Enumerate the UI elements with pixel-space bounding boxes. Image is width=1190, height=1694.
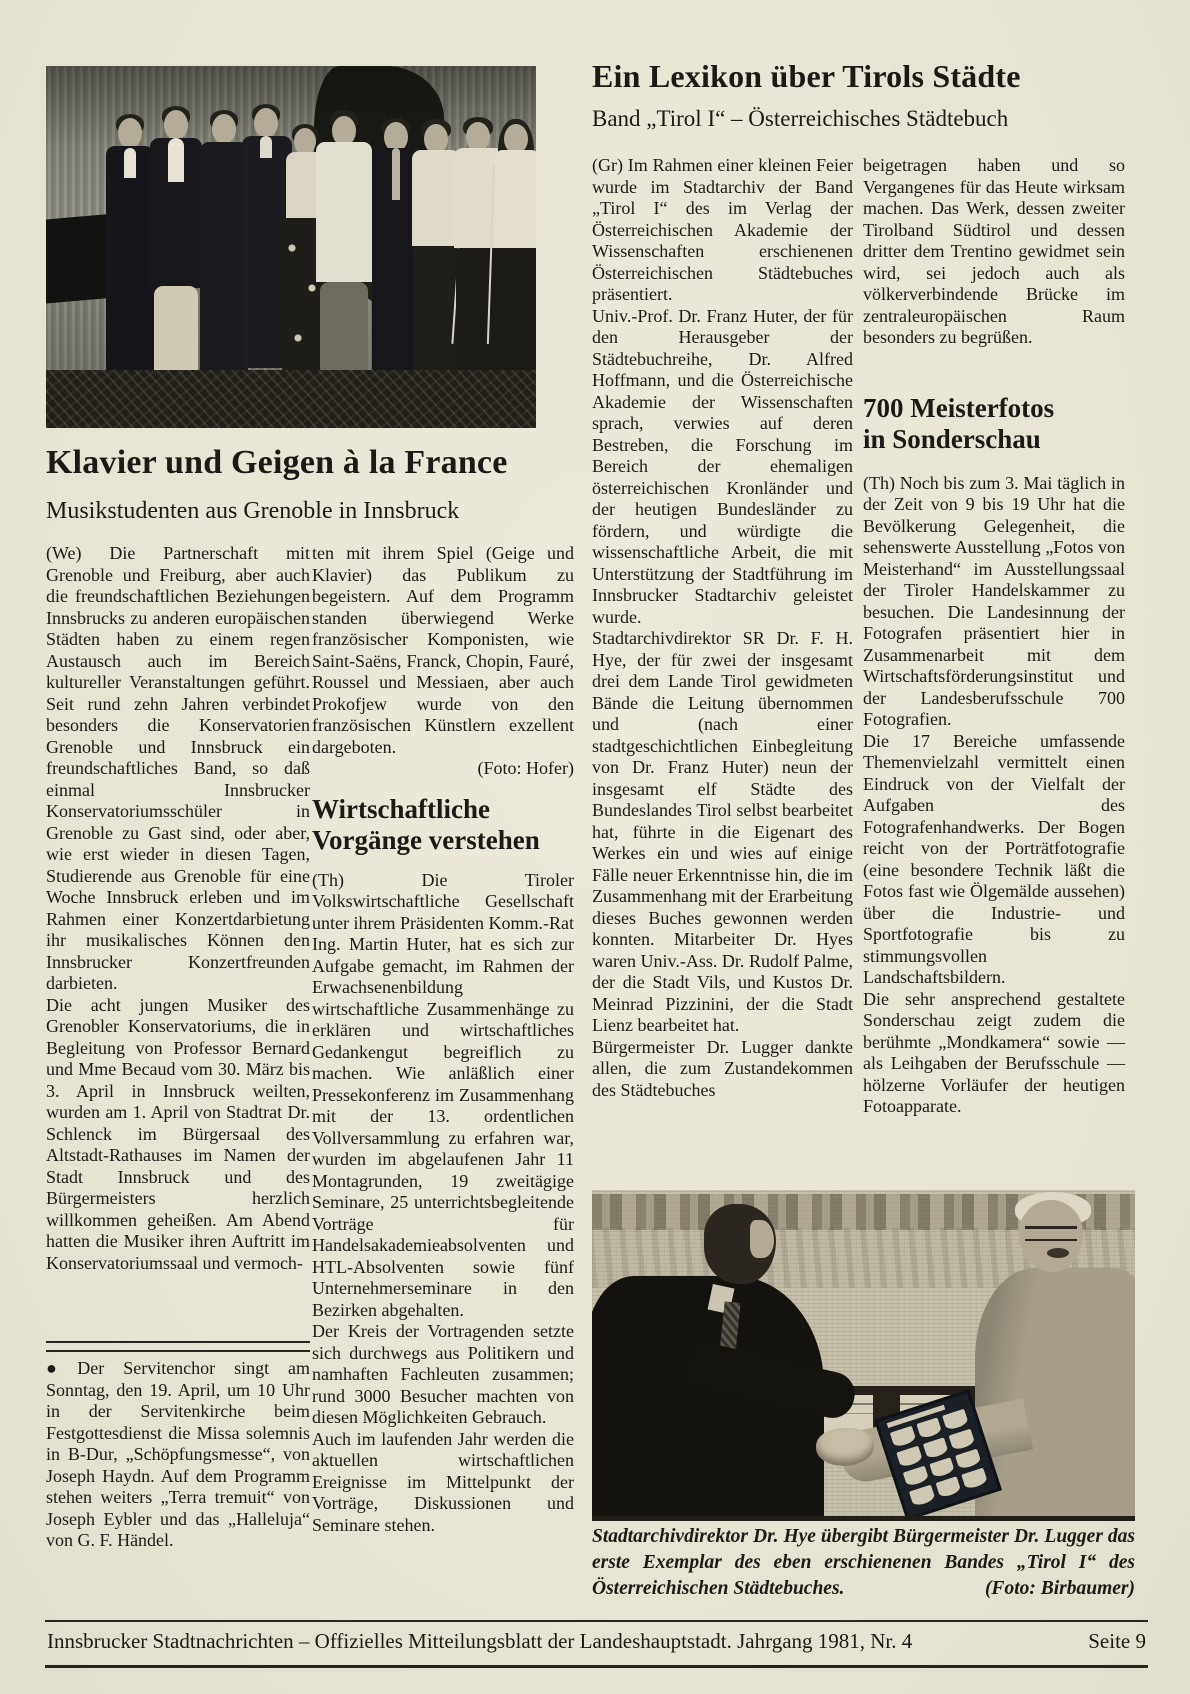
paragraph: (Th) Noch bis zum 3. Mai täglich in der Zeit von 9 bis 19 Uhr hat die Bevölkerung Gelegenheit, die sehenswerte Ausstellung „Fotos von Meisterhand“ im Ausstellungssaal der Tiroler Handelskammer zu besuchen. Die Landesinnung der Fotografen präsentiert hier in Zusammenarbeit mit dem Wirtschaftsförderungsinstitut und der Landesberufsschule 700 Fotografien. — [863, 472, 1125, 729]
crest — [929, 1457, 955, 1479]
glasses-icon — [1025, 1226, 1077, 1241]
photo-credit-hofer: (Foto: Hofer) — [477, 758, 574, 778]
paragraph: Bürgermeister Dr. Lugger dankte allen, die zum Zustandekommen des Städtebuches — [592, 1036, 853, 1100]
person-body — [106, 146, 154, 374]
crest — [890, 1426, 916, 1448]
servitenchor-notice — [46, 1358, 310, 1552]
crest — [955, 1448, 981, 1470]
section-title-line2: Vorgänge verstehen — [312, 824, 540, 855]
double-rule-separator — [46, 1341, 310, 1352]
crest — [916, 1417, 942, 1439]
paragraph: beigetragen haben und so Vergangenes für das Heute wirksam machen. Das Werk, dessen zweiter Tirolband Südtirol und dessen dritter dem Trentino gewidmet sein wird, sei jedoch auch als völkerverbindende Brücke im zentraleuropäischen Raum besonders zu begrüßen. — [863, 155, 1125, 347]
section-title-line2: in Sonderschau — [863, 423, 1041, 454]
article-subtitle-klavier: Musikstudenten aus Grenoble in Innsbruck — [46, 498, 460, 524]
dr-lugger-jacket — [975, 1268, 1135, 1516]
musicians-group-photo — [46, 66, 536, 428]
crest — [909, 1485, 935, 1507]
person-shirt — [260, 136, 272, 158]
person-head — [118, 118, 142, 148]
photo-caption — [592, 1524, 1135, 1602]
paragraph: Stadtarchivdirektor SR Dr. F. H. Hye, der für zwei der insgesamt drei dem Lande Tirol gewidmeten Bände die Leitung übernommen und (nach einer stadtgeschichtlichen Einbegleitung von Dr. Franz Huter) neun der insgesamt elf Städte des Bundeslandes Tirol selbst bearbeitet hat, führte in die Eigenart des Werkes ein und wies auf einige Fälle neuer Erkenntnisse hin, die im Zusammenhang mit der Erarbeitung dieses Buches gewonnen werden konnten. Mitarbeiter Dr. Hyes waren Univ.-Ass. Dr. Rudolf Palme, der die Stadt Vils, und Kustos Dr. Meinrad Pizzinini, der die Stadt Lienz bearbeitet hat. — [592, 628, 853, 1035]
footer-page-number: Seite 9 — [1088, 1629, 1146, 1653]
crest — [949, 1428, 975, 1450]
stage-floor — [46, 370, 536, 428]
person-head — [254, 108, 278, 138]
paragraph: Die 17 Bereiche umfassende Themenvielzahl vermittelt einen Eindruck von der Vielfalt der Aufgaben des Fotografenhandwerks. Der Bogen reicht von der Porträtfotografie (eine besondere Technik läßt die Fotos fast wie Ölgemälde aussehen) über die Industrie- und Sportfotografie bis zu stimmungsvollen Landschaftsbildern. — [863, 730, 1125, 987]
footer-rule-bottom — [45, 1665, 1148, 1668]
person-tie — [392, 148, 400, 200]
photo-credit-birbaumer: (Foto: Birbaumer) — [984, 1578, 1135, 1599]
person-head — [294, 128, 316, 155]
paragraph: (We) Die Partnerschaft mit Grenoble und Freiburg, aber auch die freundschaftlichen Beziehungen Innsbrucks zu anderen europäischen Städten haben zu einem regen Austausch auch im Bereich kultureller Veranstaltungen geführt. Seit rund zehn Jahren verbindet besonders die Konservatorien Grenoble und Innsbruck ein freundschaftliches Band, so daß einmal Innsbrucker Konservatoriumsschüler in Grenoble zu Gast sind, oder aber, wie erst wieder in diesen Tagen, Studierende aus Grenoble für eine Woche Innsbruck erleben und im Rahmen einer Konzertdarbietung ihr musikalisches Können den Innsbrucker Konzertfreunden darbieten. — [46, 543, 310, 993]
section-title-line1: 700 Meisterfotos — [863, 392, 1055, 423]
section-title-wirtschaft — [312, 794, 574, 856]
person-white-shirt — [316, 142, 372, 282]
paragraph: Die acht jungen Musiker des Grenobler Konservatoriums, die in Begleitung von Professor Bernard und Mme Becaud vom 30. März bis 3. April in Innsbruck weilten, wurden am 1. April von Stadtrat Dr. Schlenck im Bürgersaal des Altstadt-Rathauses im Namen der Stadt Innsbruck und des Bürgermeisters herzlich willkommen geheißen. Am Abend hatten die Musiker ihren Auftritt im Konservatoriumssaal und vermoch- — [46, 994, 310, 1273]
person-head — [164, 110, 188, 140]
caption-text: Stadtarchivdirektor Dr. Hye übergibt Bürgermeister Dr. Lugger das erste Exemplar des eben erschienenen Bandes „Tirol I“ des Österreichischen Städtebuches. — [592, 1526, 1135, 1599]
paragraph: ten mit ihrem Spiel (Geige und Klavier) das Publikum zu begeistern. Auf dem Programm standen überwiegend Werke französischer Komponisten, wie Saint-Saëns, Franck, Chopin, Fauré, Roussel und Messiaen, aber auch Prokofjew wurde von den französischen Künstlern exzellent dargeboten. — [312, 543, 574, 757]
footer-publication-info: Innsbrucker Stadtnachrichten – Offizielles Mitteilungsblatt der Landeshauptstadt. Jahrgang 1981, Nr. 4 — [47, 1629, 913, 1653]
crest — [922, 1437, 948, 1459]
book-handover-photo — [592, 1190, 1135, 1521]
column-4 — [863, 155, 1125, 1118]
crest — [903, 1465, 929, 1487]
bullet-icon: ● — [46, 1358, 72, 1378]
person-body — [200, 142, 248, 372]
paragraph: Univ.-Prof. Dr. Franz Huter, der für den Herausgeber der Städtebuchreihe, Dr. Alfred Hoffmann, und die Österreichische Akademie der Wissenschaften sprach, verwies auf deren Bestreben, die Forschung im Bereich der ehemaligen österreichischen Kronländer und der heutigen Bundesländer zu fördern, und würdigte die wissenschaftliche Arbeit, die mit Unterstützung der Stadtführung im Innsbrucker Stadtarchiv geleistet wurde. — [592, 305, 853, 627]
article-subtitle-lexikon: Band „Tirol I“ – Österreichisches Städtebuch — [592, 106, 1009, 131]
page-footer — [45, 1620, 1148, 1668]
dr-lugger-mouth — [1047, 1248, 1069, 1258]
notice-text: Der Servitenchor singt am Sonntag, den 19. April, um 10 Uhr in der Servitenkirche beim Festgottesdienst die Missa solemnis in B-Dur, „Schöpfungsmesse“, von Joseph Haydn. Auf dem Programm stehen weiters „Terra tremuit“ von Joseph Eybler und das „Halleluja“ von G. F. Händel. — [46, 1358, 310, 1550]
dr-hye-face — [750, 1220, 774, 1258]
column-2 — [312, 543, 574, 1536]
paragraph: (Gr) Im Rahmen einer kleinen Feier wurde im Stadtarchiv der Band „Tirol I“ des im Verlag der Österreichischen Akademie der Wissenschaften erschienenen Österreichischen Städtebuches präsentiert. — [592, 155, 853, 304]
column-3 — [592, 155, 853, 1101]
person-head — [212, 114, 236, 144]
section-title-line1: Wirtschaftliche — [312, 793, 490, 824]
person-blouse — [494, 150, 536, 248]
article-title-klavier: Klavier und Geigen à la France — [46, 444, 508, 481]
crest — [896, 1446, 922, 1468]
person-blouse — [412, 150, 460, 246]
article-title-lexikon: Ein Lexikon über Tirols Städte — [592, 58, 1021, 94]
column-1 — [46, 543, 310, 1274]
paragraph: (Th) Die Tiroler Volkswirtschaftliche Gesellschaft unter ihrem Präsidenten Komm.-Rat Ing. Martin Huter, hat es sich zur Aufgabe gemacht, im Rahmen der Erwachsenenbildung wirtschaftliche Zusammenhänge zu erklären und wirtschaftliches Gedankengut begreiflich zu machen. Wie anläßlich einer Pressekonferenz im Zusammenhang mit der 13. ordentlichen Vollversammlung zu erfahren war, wurden im abgelaufenen Jahr 11 Montagrunden, 19 zweitägige Seminare, 25 unterrichtsbegleitende Vorträge für Handelsakademieabsolventen und HTL-Absolventen sowie fünf Unternehmerseminare in den Bezirken abgehalten. — [312, 869, 574, 1320]
paragraph: Die sehr ansprechend gestaltete Sonderschau zeigt zudem die berühmte „Mondkamera“ sowie — als Leihgaben der Berufsschule — hölzerne Vorläufer der heutigen Fotoapparate. — [863, 988, 1125, 1116]
person-shirt — [168, 138, 184, 182]
person-skirt — [496, 248, 536, 384]
person-shirt — [124, 148, 136, 178]
paragraph: Der Kreis der Vortragenden setzte sich durchwegs aus Politikern und namhaften Fachleuten zusammen; rund 3000 Besucher machten von diesen Möglichkeiten Gebrauch. — [312, 1321, 574, 1427]
section-title-meisterfotos — [863, 393, 1125, 455]
paragraph: Auch im laufenden Jahr werden die aktuellen wirtschaftlichen Ereignisse im Mittelpunkt der Vorträge, Diskussionen und Seminare stehen. — [312, 1428, 574, 1535]
crest — [962, 1468, 988, 1490]
crest — [935, 1476, 961, 1498]
crest — [942, 1409, 968, 1431]
person-skirt — [414, 246, 458, 384]
